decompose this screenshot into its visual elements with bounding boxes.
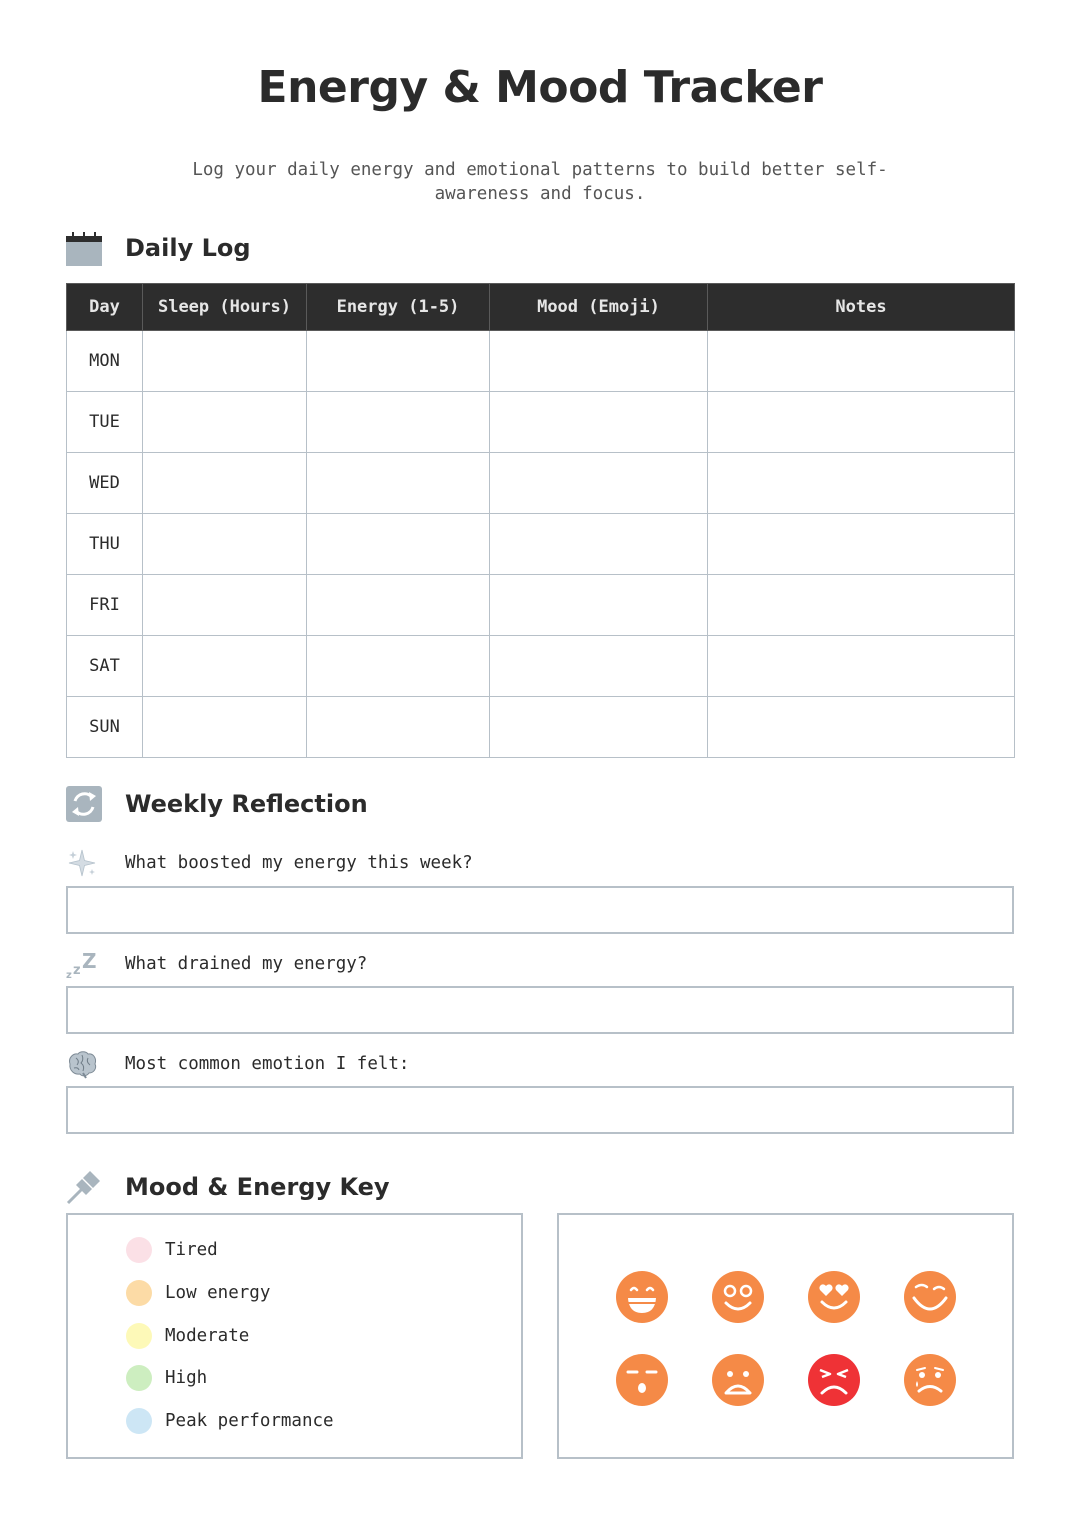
face-disc <box>904 1271 956 1323</box>
answer-box-energy-drains[interactable] <box>66 986 1014 1034</box>
daily-log-title: Daily Log <box>125 234 251 262</box>
sleep-cell[interactable] <box>143 331 307 392</box>
mood-cell[interactable] <box>490 453 708 514</box>
weekly-reflection-title: Weekly Reflection <box>125 790 368 818</box>
level-dot <box>126 1408 152 1434</box>
energy-cell[interactable] <box>307 331 490 392</box>
face-disc <box>616 1354 668 1406</box>
legend-label: High <box>165 1368 208 1388</box>
sleep-cell[interactable] <box>143 697 307 758</box>
column-header-notes: Notes <box>708 284 1015 331</box>
pushpin-icon <box>66 1169 102 1205</box>
table-row <box>67 453 1015 514</box>
notes-cell[interactable] <box>708 575 1015 636</box>
calendar-icon <box>66 230 102 266</box>
svg-text:z: z <box>73 963 81 978</box>
smiling-face-icon <box>711 1270 765 1324</box>
legend-item-high <box>126 1364 207 1392</box>
sleep-cell[interactable] <box>143 514 307 575</box>
legend-label: Peak performance <box>165 1411 334 1431</box>
notes-cell[interactable] <box>708 392 1015 453</box>
day-cell: TUE <box>67 392 143 453</box>
legend-label: Moderate <box>165 1326 250 1346</box>
sleep-cell[interactable] <box>143 453 307 514</box>
day-cell: FRI <box>67 575 143 636</box>
weekly-reflection-header <box>66 784 368 824</box>
key-title: Mood & Energy Key <box>125 1173 390 1201</box>
energy-cell[interactable] <box>307 453 490 514</box>
sleep-cell[interactable] <box>143 392 307 453</box>
mood-cell[interactable] <box>490 331 708 392</box>
table-header-row <box>67 284 1015 331</box>
legend-label: Low energy <box>165 1283 271 1303</box>
energy-level-legend <box>66 1213 523 1459</box>
anguished-face-icon <box>711 1353 765 1407</box>
level-dot <box>126 1280 152 1306</box>
daily-log-header <box>66 228 251 268</box>
day-cell: WED <box>67 453 143 514</box>
sad-face-icon <box>903 1353 957 1407</box>
mood-cell[interactable] <box>490 697 708 758</box>
sleep-cell[interactable] <box>143 636 307 697</box>
level-dot <box>126 1323 152 1349</box>
level-dot <box>126 1365 152 1391</box>
column-header-energy: Energy (1-5) <box>307 284 490 331</box>
svg-text:Z: Z <box>82 949 97 973</box>
notes-cell[interactable] <box>708 453 1015 514</box>
energy-cell[interactable] <box>307 392 490 453</box>
face-disc <box>616 1271 668 1323</box>
table-row <box>67 392 1015 453</box>
mood-cell[interactable] <box>490 392 708 453</box>
column-header-day: Day <box>67 284 143 331</box>
page-title: Energy & Mood Tracker <box>257 62 823 113</box>
column-header-mood: Mood (Emoji) <box>490 284 708 331</box>
page-subtitle: Log your daily energy and emotional patterns to build better self-awareness and focus. <box>192 160 888 204</box>
face-disc <box>712 1271 764 1323</box>
table-row <box>67 636 1015 697</box>
column-header-sleep: Sleep (Hours) <box>143 284 307 331</box>
legend-item-moderate <box>126 1322 249 1350</box>
notes-cell[interactable] <box>708 636 1015 697</box>
key-header <box>66 1167 390 1207</box>
table-row <box>67 514 1015 575</box>
heart-eyes-face-icon <box>807 1270 861 1324</box>
table-row <box>67 331 1015 392</box>
energy-cell[interactable] <box>307 697 490 758</box>
question-text: What drained my energy? <box>125 954 368 974</box>
notes-cell[interactable] <box>708 331 1015 392</box>
day-cell: THU <box>67 514 143 575</box>
notes-cell[interactable] <box>708 514 1015 575</box>
face-disc <box>808 1354 860 1406</box>
mood-cell[interactable] <box>490 636 708 697</box>
sleep-cell[interactable] <box>143 575 307 636</box>
table-row <box>67 697 1015 758</box>
answer-box-common-emotion[interactable] <box>66 1086 1014 1134</box>
sparkles-icon <box>66 847 98 879</box>
question-text: Most common emotion I felt: <box>125 1054 410 1074</box>
face-disc <box>808 1271 860 1323</box>
answer-box-energy-boosters[interactable] <box>66 886 1014 934</box>
brain-icon <box>66 1048 98 1080</box>
legend-item-peak-performance <box>126 1407 334 1435</box>
winking-face-icon <box>903 1270 957 1324</box>
energy-cell[interactable] <box>307 575 490 636</box>
notes-cell[interactable] <box>708 697 1015 758</box>
legend-item-low-energy <box>126 1279 270 1307</box>
question-text: What boosted my energy this week? <box>125 853 473 873</box>
legend-item-tired <box>126 1236 218 1264</box>
level-dot <box>126 1237 152 1263</box>
mood-cell[interactable] <box>490 575 708 636</box>
legend-label: Tired <box>165 1240 218 1260</box>
refresh-icon <box>66 786 102 822</box>
surprised-face-icon <box>615 1353 669 1407</box>
face-disc <box>712 1354 764 1406</box>
face-disc <box>904 1354 956 1406</box>
day-cell: MON <box>67 331 143 392</box>
mood-cell[interactable] <box>490 514 708 575</box>
mood-emoji-legend <box>557 1213 1014 1459</box>
svg-text:z: z <box>66 970 72 980</box>
zzz-icon <box>66 948 98 980</box>
table-row <box>67 575 1015 636</box>
daily-log-table <box>66 283 1015 758</box>
grinning-face-icon <box>615 1270 669 1324</box>
energy-cell[interactable] <box>307 514 490 575</box>
angry-face-icon <box>807 1353 861 1407</box>
energy-cell[interactable] <box>307 636 490 697</box>
day-cell: SAT <box>67 636 143 697</box>
day-cell: SUN <box>67 697 143 758</box>
